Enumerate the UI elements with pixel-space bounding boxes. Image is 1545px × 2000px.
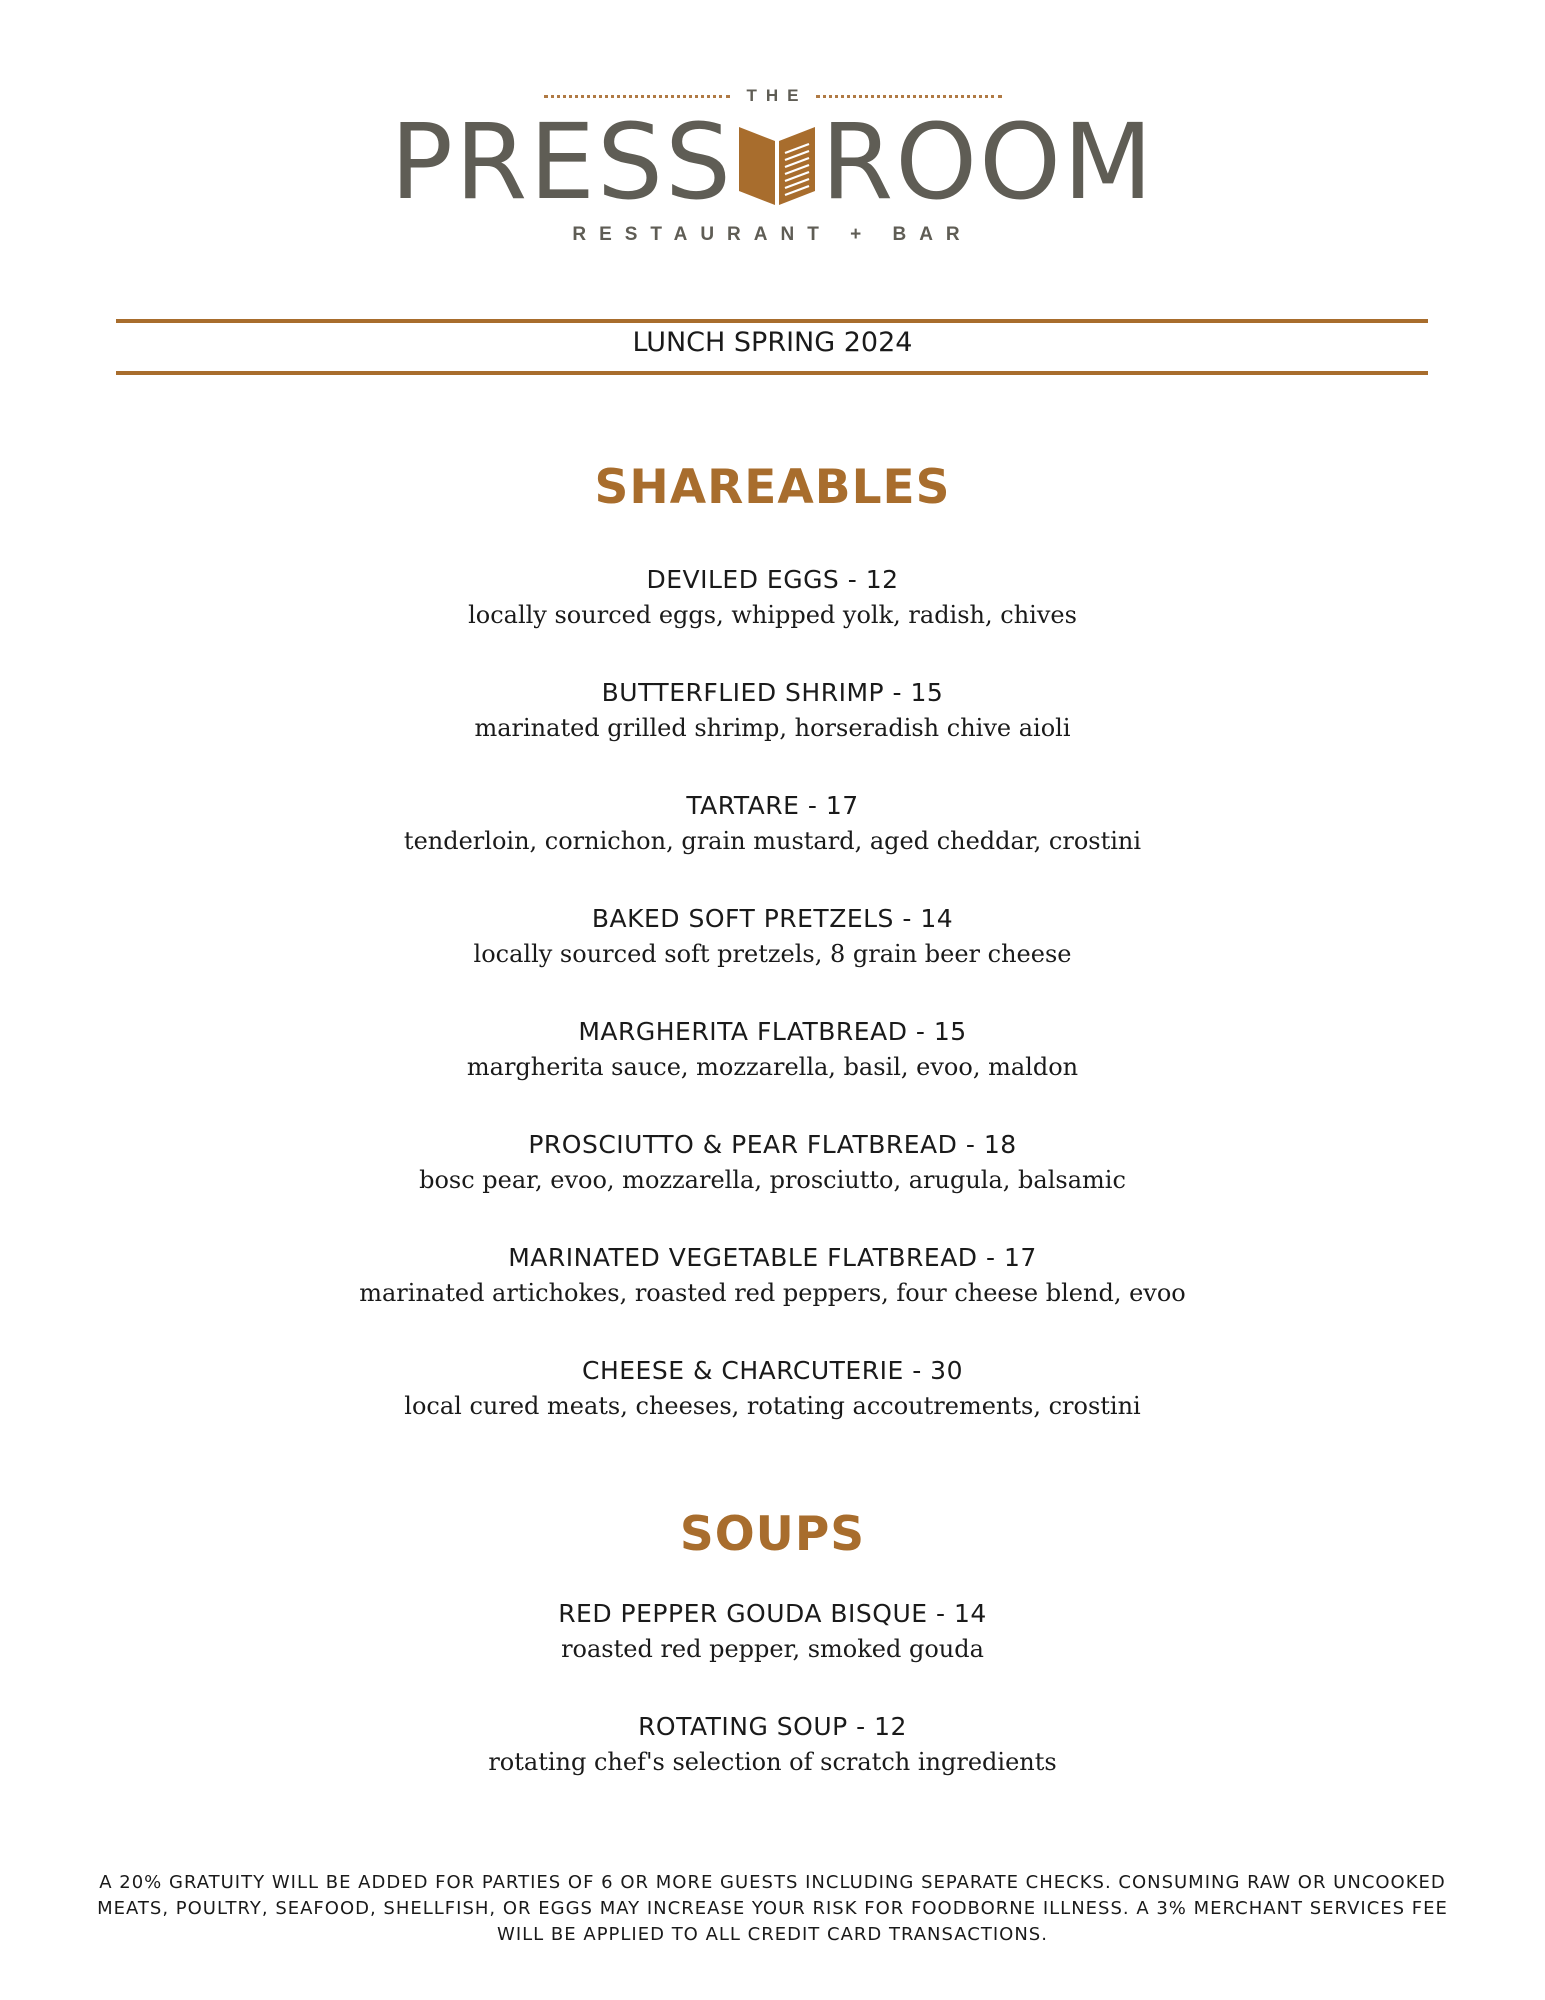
logo-the: THE	[746, 86, 808, 105]
logo	[0, 0, 1545, 270]
divider-top	[116, 319, 1428, 323]
menu-item	[0, 1354, 1545, 1424]
item-name: BAKED SOFT PRETZELS - 14	[591, 904, 954, 933]
menu-item	[0, 563, 1545, 633]
item-name: PROSCIUTTO & PEAR FLATBREAD - 18	[528, 1130, 1017, 1159]
item-name: DEVILED EGGS - 12	[646, 565, 899, 594]
item-description: roasted red pepper, smoked gouda	[561, 1635, 984, 1663]
logo-word-room: ROOM	[821, 101, 1155, 223]
section-heading-soups: SOUPS	[679, 1507, 866, 1562]
menu-item	[0, 1597, 1545, 1667]
item-name: CHEESE & CHARCUTERIE - 30	[582, 1356, 963, 1385]
menu-item	[0, 1128, 1545, 1198]
item-description: marinated artichokes, roasted red peppers, four cheese blend, evoo	[359, 1279, 1186, 1307]
menu-item	[0, 1015, 1545, 1085]
logo-subtitle: RESTAURANT + BAR	[572, 224, 973, 245]
item-name: BUTTERFLIED SHRIMP - 15	[601, 678, 944, 707]
item-description: locally sourced soft pretzels, 8 grain beer cheese	[473, 940, 1072, 968]
item-description: rotating chef's selection of scratch ingredients	[488, 1748, 1057, 1776]
section-heading-shareables: SHAREABLES	[594, 460, 951, 515]
open-book-icon	[739, 119, 815, 205]
menu-item	[0, 676, 1545, 746]
menu-item	[0, 1710, 1545, 1780]
item-description: locally sourced eggs, whipped yolk, radish, chives	[468, 601, 1077, 629]
logo-word-press: PRESS	[390, 101, 733, 223]
item-description: local cured meats, cheeses, rotating accoutrements, crostini	[404, 1392, 1141, 1420]
item-name: MARGHERITA FLATBREAD - 15	[578, 1017, 967, 1046]
dotted-rule-right	[816, 95, 1002, 98]
logo-the-row	[0, 86, 1545, 106]
menu-item	[0, 789, 1545, 859]
menu-item	[0, 1241, 1545, 1311]
item-description: tenderloin, cornichon, grain mustard, aged cheddar, crostini	[403, 827, 1142, 855]
item-description: bosc pear, evoo, mozzarella, prosciutto, arugula, balsamic	[419, 1166, 1126, 1194]
item-name: RED PEPPER GOUDA BISQUE - 14	[558, 1599, 987, 1628]
logo-wordmark	[0, 101, 1545, 223]
footer-disclaimer: A 20% GRATUITY WILL BE ADDED FOR PARTIES OF 6 OR MORE GUESTS INCLUDING SEPARATE CHECKS. CONSUMING RAW OR UNCOOKED MEATS, POULTRY, SEAFOOD, SHELLFISH, OR EGGS MAY INCREASE YOUR RISK FOR FOODBORNE ILLNESS. A 3% MERCHANT SERVICES FEE WILL BE APPLIED TO ALL CREDIT CARD TRANSACTIONS.	[97, 1872, 1448, 1945]
item-description: marinated grilled shrimp, horseradish chive aioli	[474, 714, 1071, 742]
item-description: margherita sauce, mozzarella, basil, evoo, maldon	[466, 1053, 1079, 1081]
item-name: MARINATED VEGETABLE FLATBREAD - 17	[508, 1243, 1037, 1272]
menu-title: LUNCH SPRING 2024	[632, 327, 913, 358]
item-name: TARTARE - 17	[686, 791, 859, 820]
divider-bottom	[116, 371, 1428, 375]
dotted-rule-left	[544, 95, 730, 98]
menu-item	[0, 902, 1545, 972]
item-name: ROTATING SOUP - 12	[638, 1712, 907, 1741]
